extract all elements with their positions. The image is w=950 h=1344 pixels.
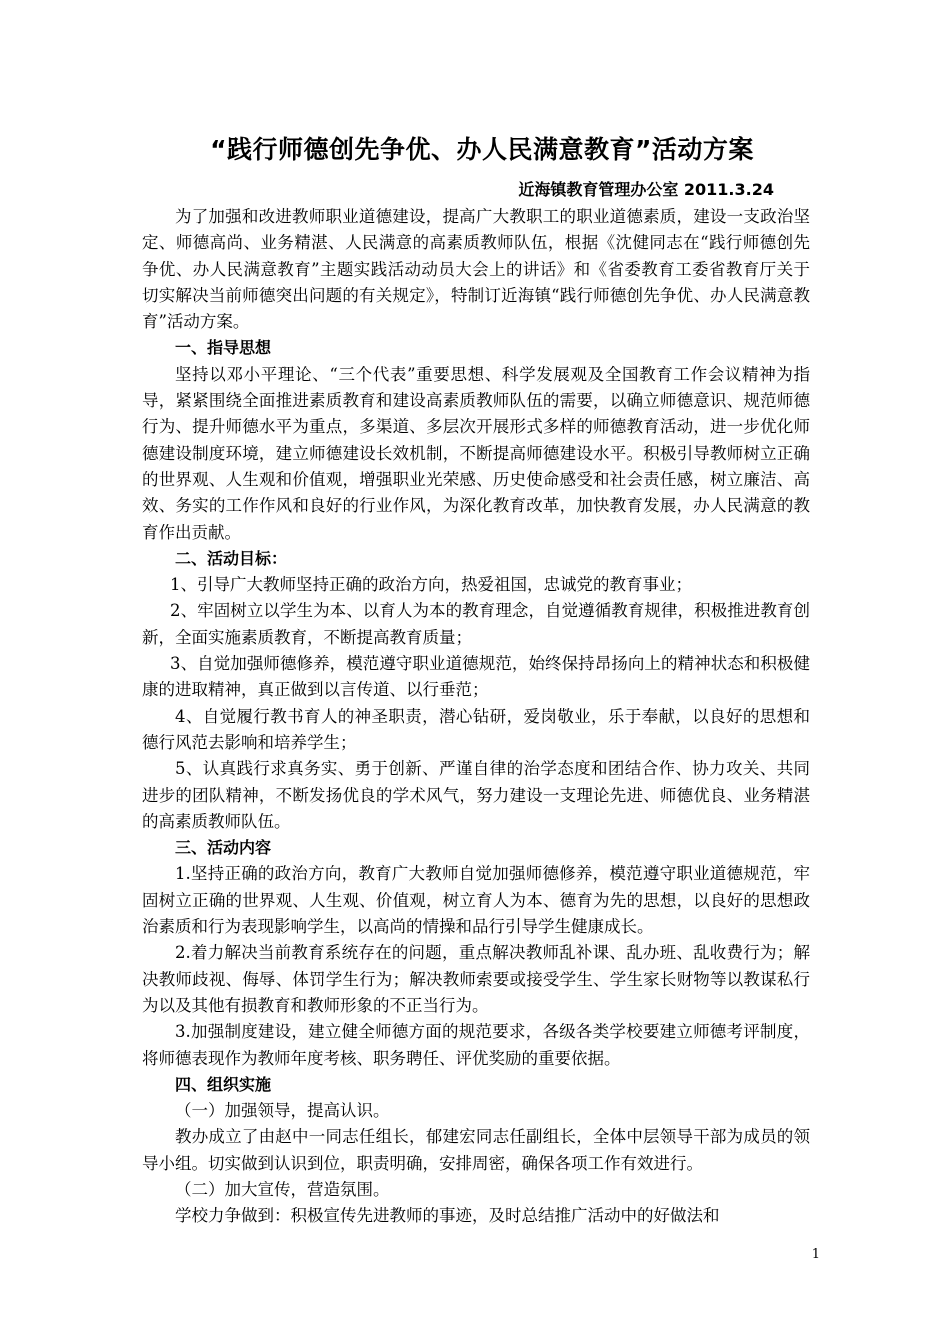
guiding-ideology-paragraph: 坚持以邓小平理论、“三个代表”重要思想、科学发展观及全国教育工作会议精神为指导，紧紧围绕全面推进素质教育和建设高素质教师队伍的需要，以确立师德意识、规范师德行为、提升师德水平为重点，多渠道、多层次开展形式多样的师德教育活动，进一步优化师德建设制度环境，建立师德建设长效机制，不断提高师德建设水平。积极引导教师树立正确的世界观、人生观和价值观，增强职业光荣感、历史使命感受和社会责任感，树立廉洁、高效、务实的工作作风和良好的行业作风，为深化教育改革，加快教育发展，办人民满意的教育作出贡献。 (142, 364, 810, 542)
subsection-title-leadership: （一）加强领导，提高认识。 (175, 1101, 390, 1121)
section-heading-activity-goals: 二、活动目标： (175, 548, 288, 568)
intro-paragraph: 为了加强和改进教师职业道德建设，提高广大教职工的职业道德素质，建设一支政治坚定、师德高尚、业务精湛、人民满意的高素质教师队伍，根据《沈健同志在“践行师德创先争优、办人民满意教育”主题实践活动动员大会上的讲话》和《省委教育工委省教育厅关于切实解决当前师德突出问题的有关规定》，特制订近海镇“践行师德创先争优、办人民满意教育”活动方案。 (142, 207, 810, 332)
section-heading-activity-content: 三、活动内容 (175, 838, 272, 858)
subsection-title-publicity: （二）加大宣传，营造氛围。 (175, 1179, 390, 1199)
content-item: 1.坚持正确的政治方向，教育广大教师自觉加强师德修养，模范遵守职业道德规范，牢固树立正确的世界观、人生观、价值观，树立育人为本、德育为先的思想，以良好的思想政治素质和行为表现影响学生，以高尚的情操和品行引导学生健康成长。 (142, 864, 810, 937)
goal-item: 2、牢固树立以学生为本、以育人为本的教育理念，自觉遵循教育规律，积极推进教育创新，全面实施素质教育，不断提高教育质量； (142, 601, 810, 647)
content-item: 3.加强制度建设，建立健全师德方面的规范要求，各级各类学校要建立师德考评制度，将师德表现作为教师年度考核、职务聘任、评优奖励的重要依据。 (142, 1022, 810, 1068)
page-number: 1 (811, 1247, 820, 1262)
leadership-paragraph: 教办成立了由赵中一同志任组长，郁建宏同志任副组长，全体中层领导干部为成员的领导小组。切实做到认识到位，职责明确，安排周密，确保各项工作有效进行。 (142, 1127, 810, 1173)
document-title: “践行师德创先争优、办人民满意教育”活动方案 (210, 135, 754, 164)
content-item: 2.着力解决当前教育系统存在的问题，重点解决教师乱补课、乱办班、乱收费行为；解决教师歧视、侮辱、体罚学生行为；解决教师索要或接受学生、学生家长财物等以教谋私行为以及其他有损教育和教师形象的不正当行为。 (142, 943, 810, 1015)
goal-item: 4、自觉履行教书育人的神圣职责，潜心钻研，爱岗敬业，乐于奉献，以良好的思想和德行风范去影响和培养学生； (142, 706, 810, 752)
document-byline: 近海镇教育管理办公室 2011.3.24 (518, 180, 774, 199)
goal-item: 5、认真践行求真务实、勇于创新、严谨自律的治学态度和团结合作、协力攻关、共同进步的团队精神，不断发扬优良的学术风气，努力建设一支理论先进、师德优良、业务精湛的高素质教师队伍。 (142, 759, 810, 831)
goal-item: 3、自觉加强师德修养，模范遵守职业道德规范，始终保持昂扬向上的精神状态和积极健康的进取精神，真正做到以言传道、以行垂范； (142, 654, 810, 700)
document-body (142, 128, 810, 1230)
section-heading-organization: 四、组织实施 (175, 1074, 272, 1094)
section-heading-guiding-ideology: 一、指导思想 (175, 338, 272, 358)
publicity-paragraph: 学校力争做到：积极宣传先进教师的事迹，及时总结推广活动中的好做法和 (175, 1206, 720, 1226)
goal-item: 1、引导广大教师坚持正确的政治方向，热爱祖国，忠诚党的教育事业； (170, 575, 692, 595)
